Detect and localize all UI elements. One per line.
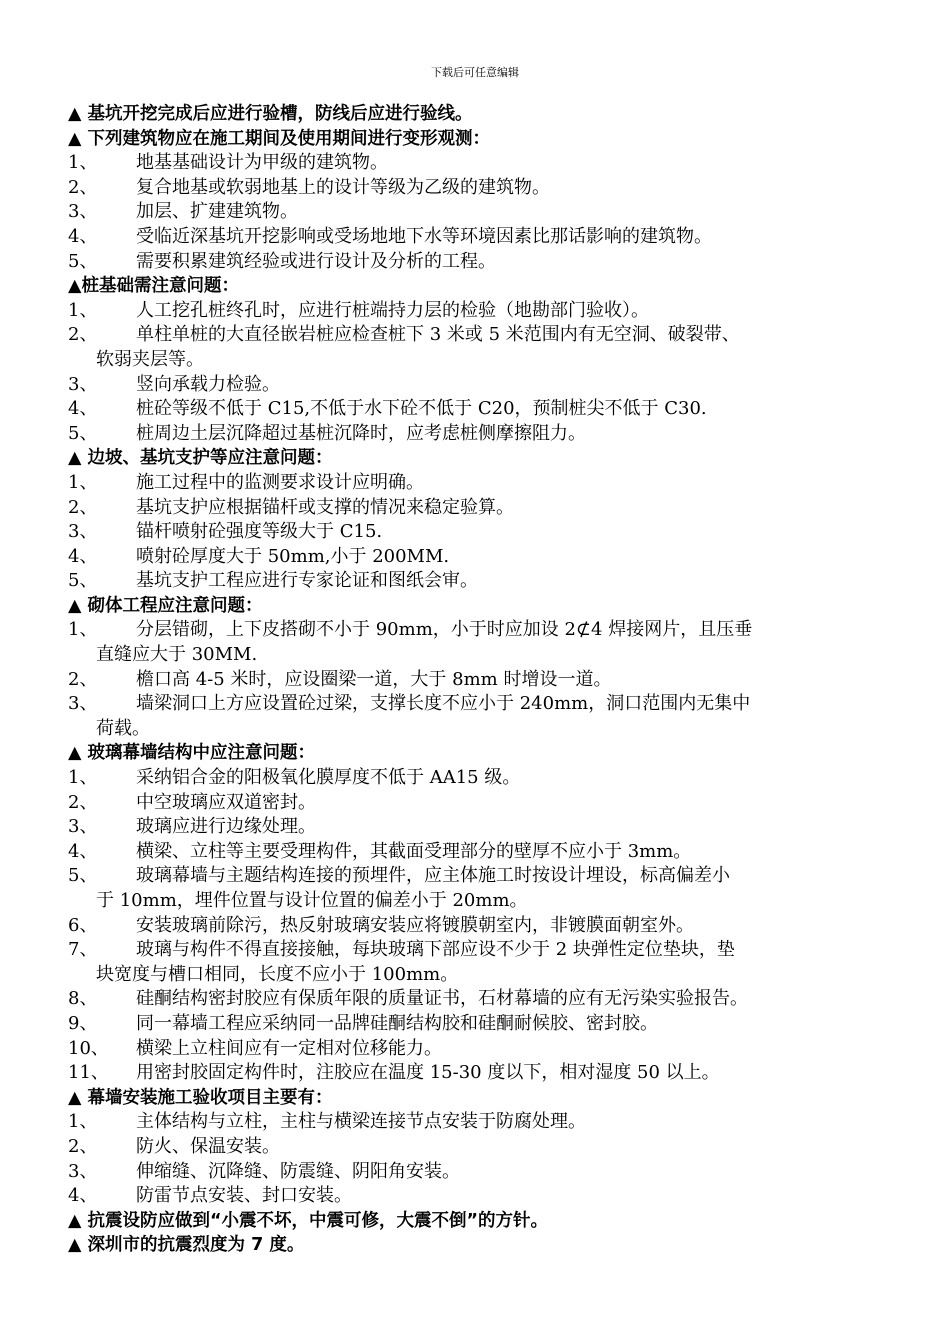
list-item <box>68 815 886 840</box>
list-item-text: 桩周边土层沉降超过基桩沉降时，应考虑桩侧摩擦阻力。 <box>136 422 586 444</box>
list-item-number: 4、 <box>68 840 98 862</box>
list-item <box>68 864 886 889</box>
list-item-text: 安装玻璃前除污，热反射玻璃安装应将镀膜朝室内，非镀膜面朝室外。 <box>136 914 694 936</box>
list-item <box>68 1061 886 1086</box>
list-item <box>68 545 886 570</box>
list-item-text: 加层、扩建建筑物。 <box>136 201 298 223</box>
list-item-number: 5、 <box>68 865 98 887</box>
list-item-number: 1、 <box>68 1111 98 1133</box>
list-item-number: 11、 <box>68 1062 109 1084</box>
list-item-number: 3、 <box>68 1160 98 1182</box>
list-item-number: 3、 <box>68 373 98 395</box>
list-item-text: 横梁、立柱等主要受理构件，其截面受理部分的壁厚不应小于 3mm。 <box>136 840 692 862</box>
list-item-text: 基坑支护应根据锚杆或支撑的情况来稳定验算。 <box>136 496 514 518</box>
list-item-text: 玻璃与构件不得直接接触，每块玻璃下部应设不少于 2 块弹性定位垫块，垫 <box>136 939 735 961</box>
list-item-number: 4、 <box>68 545 98 567</box>
section-heading: ▲ 玻璃幕墙结构中应注意问题： <box>68 743 316 764</box>
list-item-number: 3、 <box>68 693 98 715</box>
list-item-number: 4、 <box>68 398 98 420</box>
list-item-text: 伸缩缝、沉降缝、防震缝、阴阳角安装。 <box>136 1160 460 1182</box>
list-item-text: 复合地基或软弱地基上的设计等级为乙级的建筑物。 <box>136 176 550 198</box>
list-item-number: 5、 <box>68 570 98 592</box>
list-item <box>68 938 886 963</box>
list-item-text: 需要积累建筑经验或进行设计及分析的工程。 <box>136 250 496 272</box>
list-item <box>68 1012 886 1037</box>
list-item <box>68 422 886 447</box>
list-item <box>68 373 886 398</box>
list-item-text: 防火、保温安装。 <box>136 1135 280 1157</box>
section-heading: ▲ 边坡、基坑支护等应注意问题： <box>68 448 333 469</box>
list-item <box>68 1160 886 1185</box>
list-item-number: 8、 <box>68 988 98 1010</box>
list-item-text: 受临近深基坑开挖影响或受场地地下水等环境因素比那话影响的建筑物。 <box>136 225 712 247</box>
section-heading: ▲ 抗震设防应做到“小震不坏，中震可修，大震不倒”的方针。 <box>68 1210 549 1231</box>
list-item <box>68 840 886 865</box>
list-item <box>68 791 886 816</box>
list-item-text: 锚杆喷射砼强度等级大于 C15. <box>136 521 383 543</box>
list-item-text: 中空玻璃应双道密封。 <box>136 791 316 813</box>
list-item-text: 基坑支护工程应进行专家论证和图纸会审。 <box>136 570 478 592</box>
list-item-number: 4、 <box>68 225 98 247</box>
list-item-number: 3、 <box>68 521 98 543</box>
list-item-number: 2、 <box>68 324 98 346</box>
list-item-number: 9、 <box>68 1012 98 1034</box>
list-item <box>68 471 886 496</box>
list-item <box>68 397 886 422</box>
list-item-continuation: 直缝应大于 30MM. <box>96 644 258 666</box>
list-item <box>68 987 886 1012</box>
list-item-number: 5、 <box>68 422 98 444</box>
list-item-continuation: 于 10mm，埋件位置与设计位置的偏差小于 20mm。 <box>96 890 528 911</box>
list-item-number: 2、 <box>68 668 98 690</box>
list-item <box>68 1037 886 1062</box>
list-item-number: 1、 <box>68 767 98 789</box>
list-item-text: 人工挖孔桩终孔时，应进行桩端持力层的检验（地勘部门验收）。 <box>136 299 649 321</box>
list-item-text: 采纳铝合金的阳极氧化膜厚度不低于 AA15 级。 <box>136 767 521 789</box>
list-item <box>68 692 886 717</box>
list-item-number: 1、 <box>68 152 98 174</box>
list-item-text: 桩砼等级不低于 C15,不低于水下砼不低于 C20，预制桩尖不低于 C30. <box>136 398 707 420</box>
section-heading: ▲ 基坑开挖完成后应进行验槽，防线后应进行验线。 <box>68 104 473 124</box>
list-item <box>68 1184 886 1209</box>
list-item-text: 硅酮结构密封胶应有保质年限的质量证书，石材幕墙的应有无污染实验报告。 <box>136 988 748 1010</box>
section-heading: ▲ 幕墙安装施工验收项目主要有： <box>68 1087 333 1108</box>
list-item <box>68 225 886 250</box>
list-item-text: 玻璃幕墙与主题结构连接的预埋件，应主体施工时按设计埋设，标高偏差小 <box>136 865 730 887</box>
list-item <box>68 151 886 176</box>
list-item <box>68 618 886 643</box>
list-item-number: 2、 <box>68 176 98 198</box>
list-item <box>68 766 886 791</box>
list-item-number: 2、 <box>68 496 98 518</box>
list-item-text: 施工过程中的监测要求设计应明确。 <box>136 471 424 493</box>
list-item-number: 10、 <box>68 1037 109 1059</box>
list-item <box>68 668 886 693</box>
list-item <box>68 200 886 225</box>
list-item-continuation: 软弱夹层等。 <box>96 348 204 370</box>
list-item-text: 竖向承载力检验。 <box>136 373 280 395</box>
list-item-text: 用密封胶固定构件时，注胶应在温度 15-30 度以下，相对湿度 50 以上。 <box>136 1062 720 1084</box>
list-item-number: 3、 <box>68 201 98 223</box>
list-item <box>68 914 886 939</box>
list-item-number: 1、 <box>68 471 98 493</box>
section-heading: ▲ 下列建筑物应在施工期间及使用期间进行变形观测： <box>68 128 491 149</box>
list-item-number: 1、 <box>68 619 98 641</box>
list-item <box>68 250 886 275</box>
section-heading: ▲ 砌体工程应注意问题： <box>68 595 263 616</box>
list-item <box>68 569 886 594</box>
list-item-number: 2、 <box>68 791 98 813</box>
list-item <box>68 299 886 324</box>
list-item-text: 分层错砌，上下皮搭砌不小于 90mm，小于时应加设 2⊄4 焊接网片，且压垂 <box>136 619 753 641</box>
section-heading: ▲ 深圳市的抗震烈度为 7 度。 <box>68 1235 305 1256</box>
list-item-text: 同一幕墙工程应采纳同一品牌硅酮结构胶和硅酮耐候胶、密封胶。 <box>136 1012 658 1034</box>
list-item-number: 2、 <box>68 1135 98 1157</box>
list-item <box>68 1135 886 1160</box>
list-item-text: 主体结构与立柱，主柱与横梁连接节点安装于防腐处理。 <box>136 1111 586 1133</box>
list-item <box>68 496 886 521</box>
document-body <box>68 102 886 1258</box>
list-item-number: 3、 <box>68 816 98 838</box>
list-item-text: 横梁上立柱间应有一定相对位移能力。 <box>136 1037 442 1059</box>
list-item-number: 6、 <box>68 914 98 936</box>
list-item-text: 墙梁洞口上方应设置砼过梁，支撑长度不应小于 240mm，洞口范围内无集中 <box>136 693 751 715</box>
list-item-text: 玻璃应进行边缘处理。 <box>136 816 316 838</box>
list-item-number: 4、 <box>68 1185 98 1207</box>
list-item <box>68 176 886 201</box>
list-item-continuation: 块宽度与槽口相同，长度不应小于 100mm。 <box>96 963 459 985</box>
list-item-text: 防雷节点安装、封口安装。 <box>136 1185 352 1207</box>
list-item <box>68 520 886 545</box>
list-item-text: 地基基础设计为甲级的建筑物。 <box>136 152 388 174</box>
page-header: 下载后可任意编辑 <box>431 66 519 79</box>
list-item-number: 1、 <box>68 299 98 321</box>
list-item-number: 7、 <box>68 939 98 961</box>
list-item-text: 喷射砼厚度大于 50mm,小于 200MM. <box>136 545 450 567</box>
list-item-text: 檐口高 4-5 米时，应设圈梁一道，大于 8mm 时增设一道。 <box>136 668 612 690</box>
list-item <box>68 1110 886 1135</box>
list-item <box>68 323 886 348</box>
list-item-continuation: 荷载。 <box>96 717 150 739</box>
section-heading: ▲桩基础需注意问题： <box>68 276 239 297</box>
list-item-number: 5、 <box>68 250 98 272</box>
list-item-text: 单柱单桩的大直径嵌岩桩应检查桩下 3 米或 5 米范围内有无空洞、破裂带、 <box>136 324 740 346</box>
